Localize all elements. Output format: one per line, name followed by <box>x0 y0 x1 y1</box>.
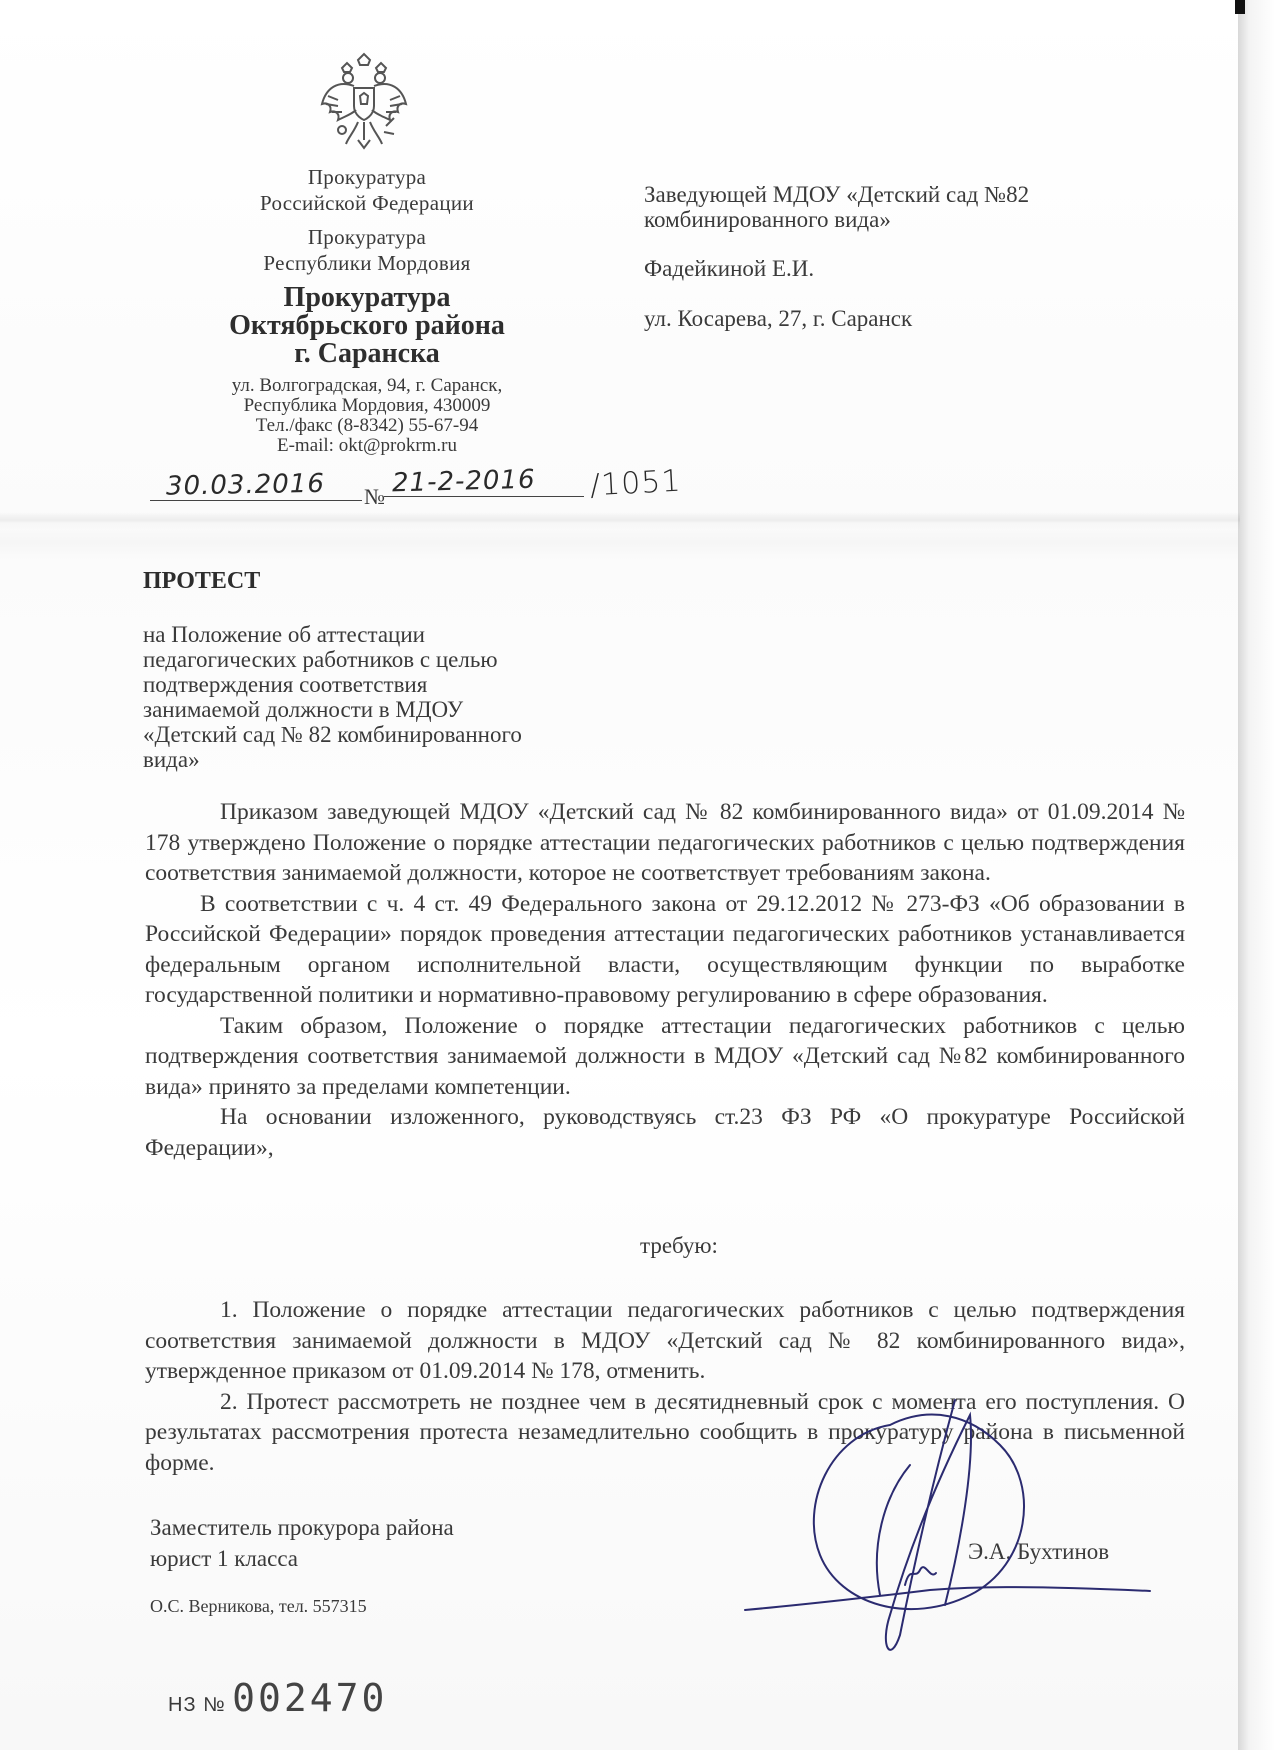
registration-date: 30.03.2016 <box>165 468 326 502</box>
signatory-name: Э.А. Бухтинов <box>968 1539 1110 1564</box>
serial-label: НЗ № <box>168 1694 226 1716</box>
serial-value: 002470 <box>232 1676 388 1720</box>
subject-line-1: на Положение об аттестации <box>143 622 425 647</box>
header-addr-1: ул. Волгоградская, 94, г. Саранск, <box>231 375 503 396</box>
addressee-line-2: комбинированного вида» <box>644 207 891 232</box>
addressee-line-1: Заведующей МДОУ «Детский сад №82 <box>644 182 1030 207</box>
subject-line-4: занимаемой должности в МДОУ <box>143 697 464 722</box>
addressee-name: Фадейкиной Е.И. <box>644 256 815 281</box>
header-org-1 <box>157 164 577 216</box>
coat-of-arms-icon <box>318 52 410 152</box>
registration-number-field <box>384 466 584 497</box>
header-org-2 <box>157 224 577 276</box>
body-paragraph-4: На основании изложенного, руководствуясь ст.23 ФЗ РФ «О прокуратуре Российской Федерации», <box>145 1104 1185 1161</box>
demand-word: требую: <box>640 1233 718 1258</box>
demand-item-2: 2. Протест рассмотреть не позднее чем в десятидневный срок с момента его поступления. О результатах рассмотрения протеста незамедлительно сообщить в прокуратуру района в письменной форме. <box>145 1388 1185 1476</box>
signatory-position-2: юрист 1 класса <box>150 1546 299 1571</box>
signatory-position <box>150 1512 454 1574</box>
document-title: ПРОТЕСТ <box>143 568 261 594</box>
document-subject <box>143 622 603 772</box>
header-addr-2: Республика Мордовия, 430009 <box>243 395 491 416</box>
header-line-1: Прокуратура <box>307 165 427 189</box>
signatory-position-1: Заместитель прокурора района <box>150 1515 454 1540</box>
subject-line-2: педагогических работников с целью <box>143 647 498 672</box>
registration-date-field <box>150 470 362 501</box>
scan-corner <box>1235 0 1245 14</box>
header-addr-3: Тел./факс (8-8342) 55-67-94 <box>255 415 479 436</box>
header-big-1: Прокуратура <box>283 282 451 313</box>
paper-fold <box>0 512 1240 530</box>
header-line-3: Прокуратура <box>307 225 427 249</box>
header-addr-4: E-mail: okt@prokrm.ru <box>276 435 458 456</box>
body-paragraph-2: В соответствии с ч. 4 ст. 49 Федерального закона от 29.12.2012 № 273-ФЗ «Об образовании в Российской Федерации» порядок проведения аттестации педагогических работников устанавливается федеральным органом исполнительной власти, осуществляющим функции по выработке государственной политики и нормативно-правовому регулированию в сфере образования. <box>145 890 1185 1008</box>
registration-number: 21-2-2016 <box>391 464 536 499</box>
subject-line-6: вида» <box>143 747 200 772</box>
header-line-2: Российской Федерации <box>260 191 474 215</box>
header-line-4: Республики Мордовия <box>263 251 471 275</box>
handwritten-signature-icon <box>740 1395 1160 1665</box>
header-big-2: Октябрьского района <box>229 310 505 341</box>
scan-edge-shadow <box>1238 0 1275 1750</box>
registration-number-label: № <box>364 484 385 509</box>
document-body <box>145 797 1185 1163</box>
executor-info: О.С. Верникова, тел. 557315 <box>150 1596 367 1616</box>
header-org-3 <box>157 284 577 368</box>
subject-line-5: «Детский сад № 82 комбинированного <box>143 722 522 747</box>
header-big-3: г. Саранска <box>294 338 440 369</box>
addressee-address: ул. Косарева, 27, г. Саранск <box>644 306 913 331</box>
header-address <box>157 376 577 456</box>
body-paragraph-1: Приказом заведующей МДОУ «Детский сад № 82 комбинированного вида» от 01.09.2014 № 178 утверждено Положение о порядке аттестации педагогических работников с целью подтверждения соответствия занимаемой должности, которое не соответствует требованиям закона. <box>145 799 1185 886</box>
demand-item-1: 1. Положение о порядке аттестации педагогических работников с целью подтверждения соответствия занимаемой должности в МДОУ «Детский сад № 82 комбинированного вида», утвержденное приказом от 01.09.2014 № 178, отменить. <box>145 1297 1185 1384</box>
body-paragraph-3: Таким образом, Положение о порядке аттестации педагогических работников с целью подтверждения соответствия занимаемой должности в МДОУ «Детский сад №82 комбинированного вида» принято за пределами компетенции. <box>145 1012 1185 1100</box>
serial-number <box>168 1676 387 1720</box>
registration-extra: /1051 <box>589 463 683 504</box>
subject-line-3: подтверждения соответствия <box>143 672 428 697</box>
